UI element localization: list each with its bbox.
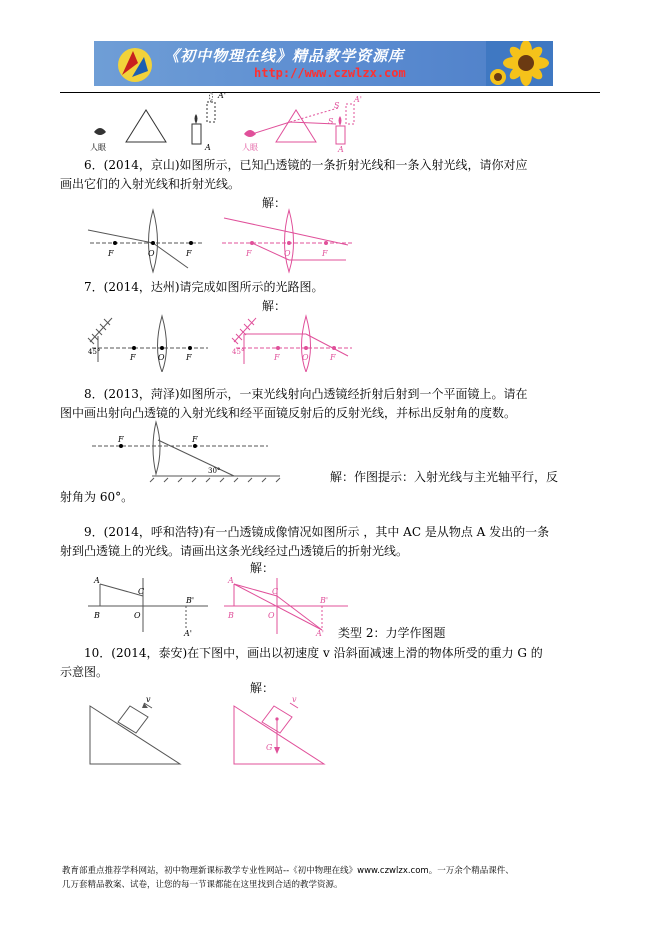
q8-answer-line1: 解：作图提示：入射光线与主光轴平行，反 [330, 470, 559, 484]
q9-answer-label: 解： [250, 561, 275, 575]
top-label: A' [354, 95, 362, 104]
q6-answer-label: 解： [262, 196, 287, 210]
q9-label: A' [316, 629, 324, 638]
top-figure-answer [238, 92, 378, 154]
type2-heading: 类型 2：力学作图题 [338, 626, 446, 640]
header-banner [94, 41, 553, 86]
q7-label: 45° [232, 348, 245, 356]
q6-label: F [108, 249, 114, 258]
top-label: 人眼 [90, 143, 106, 152]
q6-label: F [322, 249, 328, 258]
banner-url[interactable]: http://www.czwlzx.com [254, 66, 406, 80]
top-label: A [205, 143, 211, 152]
q10-label: v [292, 695, 297, 704]
q8-diagram [88, 418, 288, 484]
q7-label: O [158, 353, 165, 362]
q8-text-line2: 图中画出射向凸透镜的入射光线和经平面镜反射后的反射光线，并标出反射角的度数。 [60, 406, 517, 420]
q10-label: v [146, 695, 151, 704]
q9-label: B [228, 611, 234, 620]
q6-label: O [284, 249, 291, 258]
q6-label: F [246, 249, 252, 258]
q9-label: B' [320, 596, 329, 605]
top-label: S [328, 117, 334, 126]
q6-diagram [86, 208, 356, 274]
q8-label: F [192, 435, 198, 444]
q9-label: A [94, 576, 100, 585]
q6-label: O [148, 249, 155, 258]
q9-label: B' [186, 596, 195, 605]
q7-text-line1: 7．(2014，达州)请完成如图所示的光路图。 [84, 280, 324, 294]
q9-label: A' [184, 629, 192, 638]
q9-label: B [94, 611, 100, 620]
q8-answer-line2: 射角为 60°。 [60, 490, 134, 504]
q10-text-line2: 示意图。 [60, 665, 109, 679]
q9-label: C [138, 587, 145, 596]
q7-label: F [330, 353, 336, 362]
q7-label: F [274, 353, 280, 362]
q6-text-line2: 画出它们的入射光线和折射光线。 [60, 177, 241, 191]
q7-answer-label: 解： [262, 299, 287, 313]
footer-line2: 几万套精品教案、试卷，让您的每一节课都能在这里找到合适的教学资源。 [62, 880, 343, 890]
top-label: 人眼 [242, 143, 258, 152]
top-label: A' [218, 92, 226, 100]
q10-diagram [86, 694, 336, 770]
banner-title: 《初中物理在线》精品教学资源库 [164, 47, 405, 65]
q9-label: A [228, 576, 234, 585]
sunflower-icon [486, 41, 553, 86]
q8-label: 30° [208, 467, 221, 475]
q8-label: F [118, 435, 124, 444]
q9-label: O [268, 611, 275, 620]
q7-label: F [186, 353, 192, 362]
q9-text-line1: 9．(2014，呼和浩特)有一凸透镜成像情况如图所示 ，其中 AC 是从物点 A 发出的一条 [84, 525, 550, 539]
q9-text-line2: 射到凸透镜上的光线。请画出这条光线经过凸透镜后的折射光线。 [60, 544, 409, 558]
q6-label: F [186, 249, 192, 258]
q7-diagram [86, 312, 356, 372]
q7-label: F [130, 353, 136, 362]
q8-text-line1: 8．(2013，菏泽)如图所示，一束光线射向凸透镜经折射后射到一个平面镜上。请在 [84, 387, 528, 401]
top-label: S [334, 101, 340, 110]
q10-answer-label: 解： [250, 681, 275, 695]
q9-diagram [86, 572, 356, 638]
q10-label: G [266, 743, 273, 752]
footer-line1: 教育部重点推荐学科网站，初中物理新课标教学专业性网站--《初中物理在线》www.czwlzx.com。一万余个精品课件、 [62, 866, 514, 876]
top-label: A [338, 145, 344, 154]
q7-label: 45° [88, 348, 101, 356]
q6-text-line1: 6．(2014，京山)如图所示，已知凸透镜的一条折射光线和一条入射光线，请你对应 [84, 158, 528, 172]
logo-icon [114, 45, 156, 83]
q10-text-line1: 10．(2014，泰安)在下图中，画出以初速度 v 沿斜面减速上滑的物体所受的重力 G 的 [84, 646, 543, 660]
q9-label: C [272, 587, 279, 596]
q7-label: O [302, 353, 309, 362]
q9-label: O [134, 611, 141, 620]
